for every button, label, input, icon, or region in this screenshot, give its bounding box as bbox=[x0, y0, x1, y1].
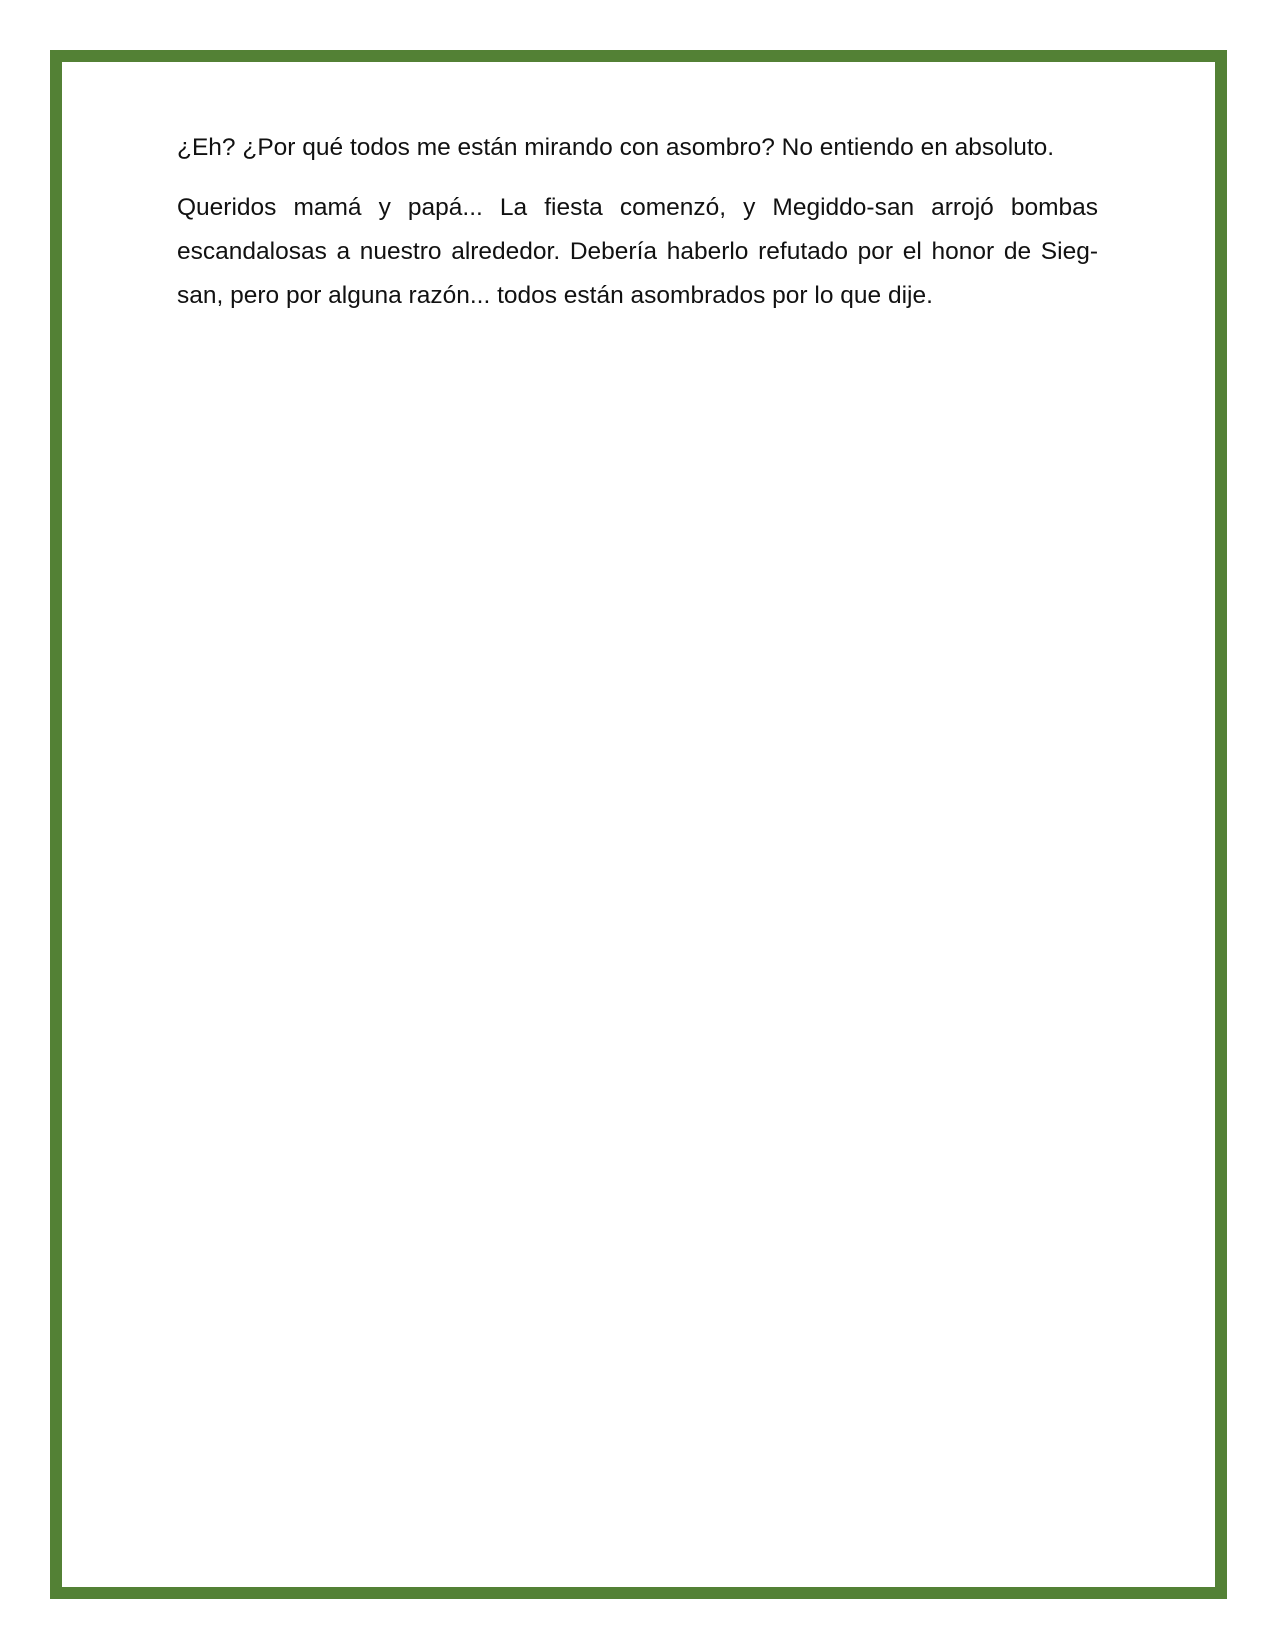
paragraph-1: ¿Eh? ¿Por qué todos me están mirando con asombro? No entiendo en absoluto. bbox=[177, 134, 1055, 161]
paragraph-2: Queridos mamá y papá... La fiesta comenzó, y Megiddo-san arrojó bombas escandalosas a nuestro alrededor. Debería haberlo refutado por el honor de Sieg-san, pero por alguna razón... todos están asombrados por lo que dije. bbox=[177, 194, 1098, 309]
document-body bbox=[177, 126, 1098, 334]
